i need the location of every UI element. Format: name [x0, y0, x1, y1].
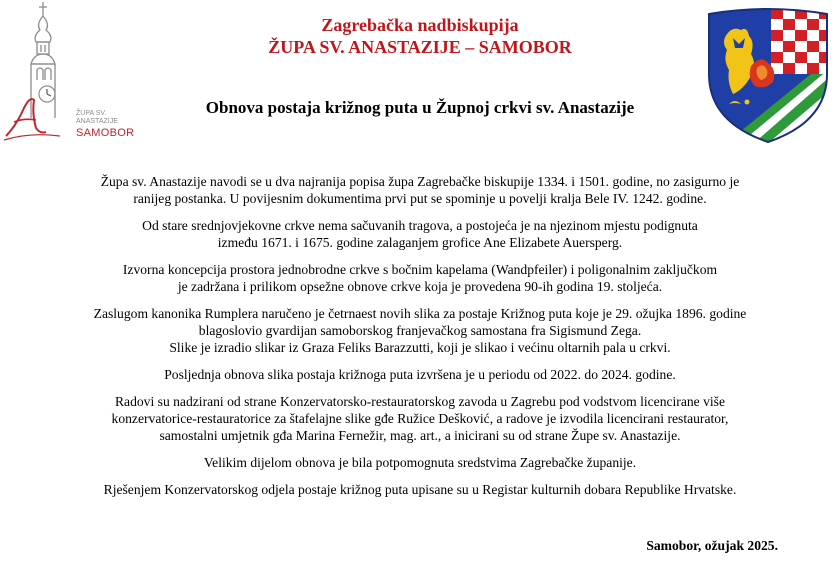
- county-coat-of-arms: [703, 4, 833, 151]
- logo-text-samobor: SAMOBOR: [76, 127, 135, 139]
- text-line: Od stare srednjovjekovne crkve nema sačuvanih tragova, a postojeća je na njezinom mjestu podignuta: [142, 218, 698, 233]
- paragraph: [70, 173, 770, 207]
- logo-text-line2: ANASTAZIJE: [76, 118, 118, 125]
- logo-text-line1: ŽUPA SV.: [76, 110, 107, 117]
- text-line: je zadržana i prilikom opsežne obnove crkve koja je provedena 90-ih godina 19. stoljeća.: [177, 279, 663, 294]
- text-line: Izvorna koncepcija prostora jednobrodne crkve s bočnim kapelama (Wandpfeiler) i poligonalnim zaključkom: [122, 262, 718, 277]
- text-line: između 1671. i 1675. godine zalaganjem grofice Ane Elizabete Auersperg.: [217, 235, 623, 250]
- archdiocese-heading: Zagrebačka nadbiskupija: [321, 15, 519, 35]
- text-line: Velikim dijelom obnova je bila potpomognuta sredstvima Zagrebačke županije.: [203, 455, 637, 470]
- signature-place-date: Samobor, ožujak 2025.: [646, 538, 778, 553]
- paragraph: [70, 366, 770, 383]
- text-line: Rješenjem Konzervatorskog odjela postaje križnog puta upisane su u Registar kulturnih dobara Republike Hrvatske.: [103, 482, 737, 497]
- paragraph: [70, 217, 770, 251]
- document-title: Obnova postaja križnog puta u Župnoj crkvi sv. Anastazije: [205, 98, 635, 117]
- parish-heading: ŽUPA SV. ANASTAZIJE – SAMOBOR: [268, 37, 572, 57]
- text-line: Slike je izradio slikar iz Graza Feliks Barazzutti, koji je slikao i većinu oltarnih pala u crkvi.: [169, 340, 671, 355]
- document-body: [70, 173, 770, 508]
- paragraph: [70, 454, 770, 471]
- text-line: Zaslugom kanonika Rumplera naručeno je četrnaest novih slika za postaje Križnog puta koje je 29. ožujka 1896. godine: [93, 306, 747, 321]
- text-line: Posljednja obnova slika postaja križnoga puta izvršena je u periodu od 2022. do 2024. godine.: [164, 367, 676, 382]
- coat-of-arms-icon: [703, 4, 833, 146]
- text-line: Radovi su nadzirani od strane Konzervatorsko-restauratorskog zavoda u Zagrebu pod vodstvom licencirane više: [114, 394, 725, 409]
- paragraph: [70, 481, 770, 498]
- text-line: samostalni umjetnik gđa Marina Fernežir, mag. art., a inicirani su od strane Župe sv. Anastazije.: [159, 428, 681, 443]
- paragraph: [70, 305, 770, 356]
- text-line: Župa sv. Anastazije navodi se u dva najranija popisa župa Zagrebačke biskupije 1334. i 1501. godine, no zasigurno je: [100, 174, 740, 189]
- text-line: ranijeg postanka. U povijesnim dokumentima prvi put se spominje u povelji kralja Bele IV. 1242. godine.: [133, 191, 707, 206]
- paragraph: [70, 393, 770, 444]
- text-line: konzervatorice-restauratorice za štafelajne slike gđe Ružice Dešković, a radove je izvodila licencirani restaurator,: [111, 411, 729, 426]
- text-line: blagoslovio gvardijan samoborskog franjevačkog samostana fra Sigismund Zega.: [198, 323, 642, 338]
- paragraph: [70, 261, 770, 295]
